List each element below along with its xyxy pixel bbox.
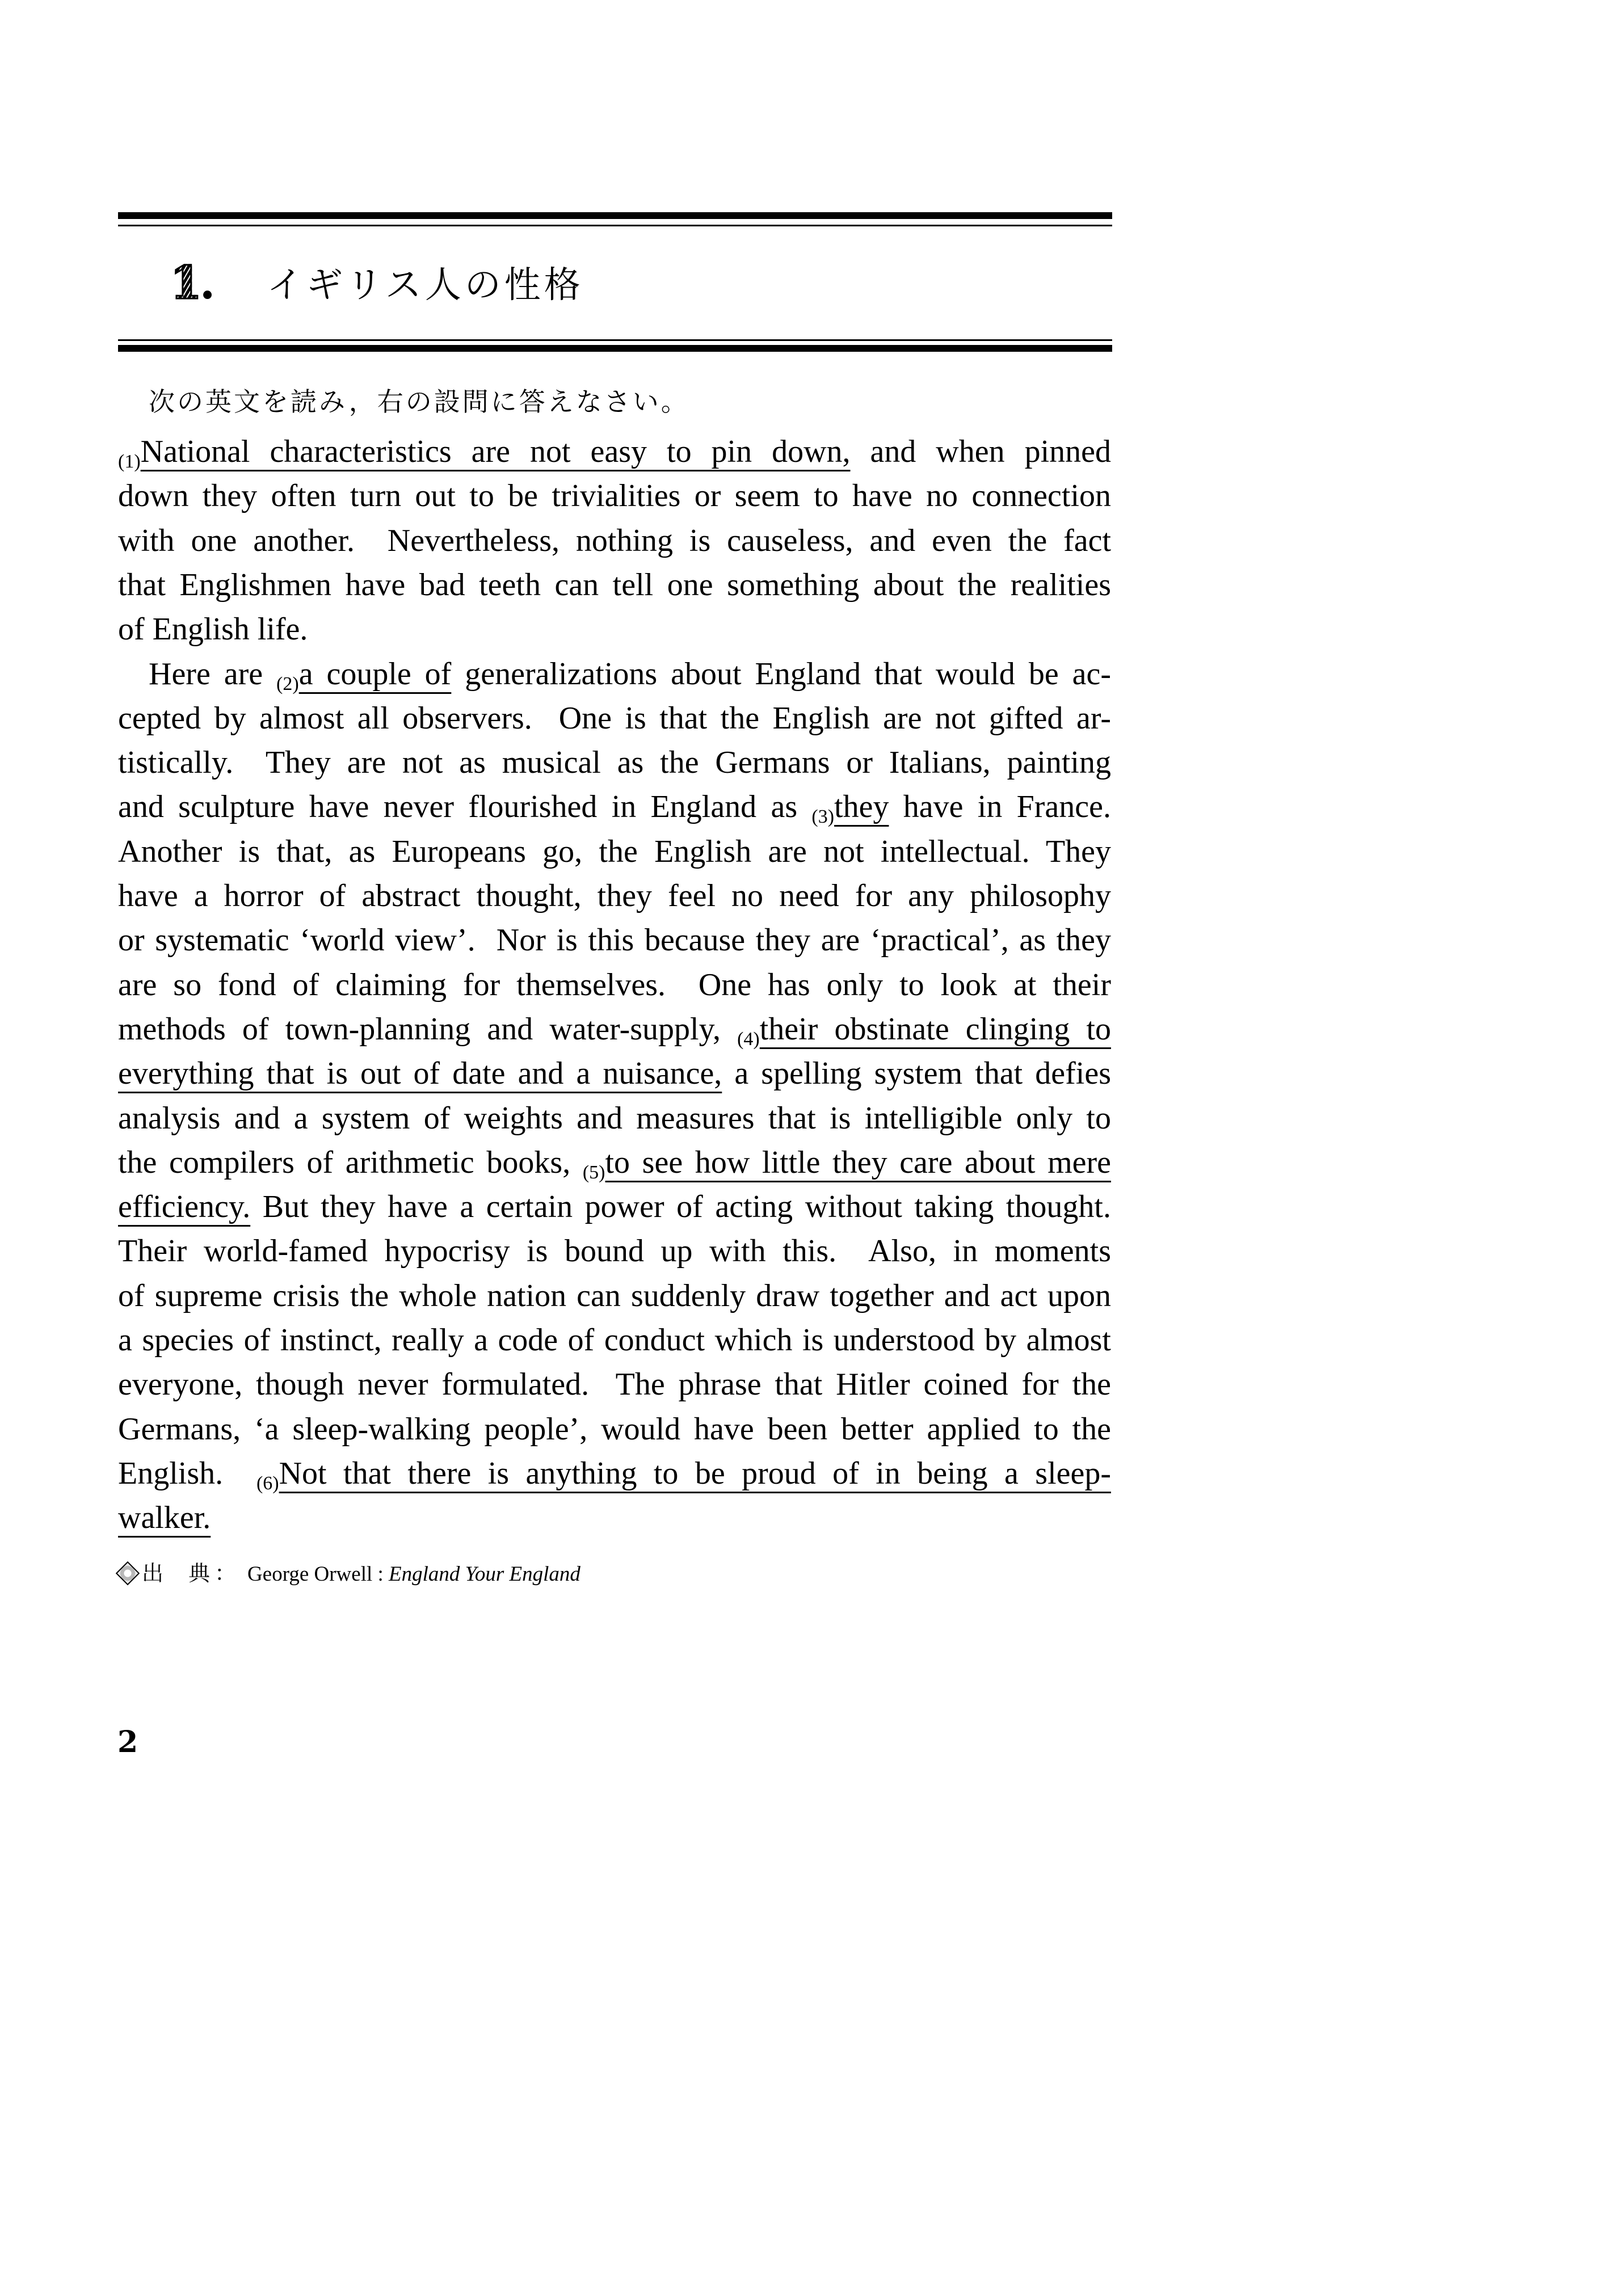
passage-text: everyone, though never formulated. The phrase that Hitler coined for the bbox=[118, 1367, 1111, 1403]
passage-text: Here are bbox=[149, 656, 277, 692]
underlined-passage: a couple of bbox=[298, 656, 452, 692]
passage-text: are so fond of claiming for themselves. One has only to look at their bbox=[118, 967, 1111, 1003]
underlined-passage: Not that there is anything to be proud of in being a sleep- bbox=[279, 1455, 1112, 1491]
instruction-text: 次の英文を読み，右の設問に答えなさい。 bbox=[149, 386, 689, 417]
passage-line bbox=[118, 1185, 1111, 1229]
passage-text: English. bbox=[118, 1455, 256, 1491]
passage-text: a species of instinct, really a code of conduct which is understood by almost bbox=[118, 1323, 1111, 1358]
passage-line bbox=[118, 607, 1111, 651]
source-work-title: England Your England bbox=[389, 1563, 580, 1586]
passage-line bbox=[118, 785, 1111, 829]
passage-text: But they have a certain power of acting without taking thought. bbox=[250, 1189, 1111, 1225]
chapter-number-suffix: . bbox=[199, 256, 213, 309]
passage-line bbox=[118, 1274, 1111, 1318]
source-colon: ： bbox=[214, 1561, 237, 1586]
page-number: 2 bbox=[117, 1725, 138, 1759]
passage-text: cepted by almost all observers. One is that the English are not gifted ar- bbox=[118, 700, 1111, 736]
header-rule-thin-top bbox=[118, 225, 1112, 226]
passage-text: analysis and a system of weights and measures that is intelligible only to bbox=[118, 1100, 1111, 1136]
passage-line bbox=[118, 1229, 1111, 1273]
passage-text: and sculpture have never flourished in England as bbox=[118, 789, 812, 825]
passage-line bbox=[118, 474, 1111, 518]
passage-text: or systematic ‘world view’. Nor is this because they are ‘practical’, as they bbox=[118, 923, 1111, 958]
underlined-passage: walker. bbox=[118, 1500, 211, 1536]
passage-text: Another is that, as Europeans go, the English are not intellectual. They bbox=[118, 833, 1111, 869]
source-author: George Orwell : bbox=[247, 1563, 389, 1586]
question-marker: (2) bbox=[276, 673, 299, 694]
passage-text: the compilers of arithmetic books, bbox=[118, 1144, 583, 1180]
passage-text: Their world-famed hypocrisy is bound up with this. Also, in moments bbox=[118, 1233, 1111, 1269]
header-rule-thick-bottom bbox=[118, 345, 1112, 352]
underlined-passage: to see how little they care about mere bbox=[605, 1144, 1112, 1180]
passage-line bbox=[118, 429, 1111, 474]
source-label bbox=[142, 1561, 210, 1586]
source-citation bbox=[115, 1559, 580, 1589]
passage-line bbox=[118, 740, 1111, 785]
passage-text: that Englishmen have bad teeth can tell one something about the realities bbox=[118, 567, 1111, 603]
passage-text: have in France. bbox=[889, 789, 1111, 825]
passage-text: generalizations about England that would be ac- bbox=[451, 656, 1112, 692]
passage-line bbox=[118, 563, 1111, 607]
passage-line bbox=[118, 1051, 1111, 1096]
passage-line bbox=[118, 829, 1111, 874]
passage-text: a spelling system that defies bbox=[722, 1056, 1111, 1092]
underlined-passage: National characteristics are not easy to pin down, bbox=[140, 434, 851, 469]
question-marker: (6) bbox=[256, 1472, 279, 1494]
chapter-number-digit: 1 bbox=[170, 256, 200, 309]
header-rule-thick-top bbox=[118, 212, 1112, 219]
passage-text: have a horror of abstract thought, they feel no need for any philosophy bbox=[118, 878, 1111, 913]
question-marker: (4) bbox=[737, 1028, 760, 1050]
header-rule-thin-bottom bbox=[118, 339, 1112, 341]
passage-line bbox=[118, 1318, 1111, 1362]
passage-line bbox=[118, 1007, 1111, 1051]
passage-text: with one another. Nevertheless, nothing is causeless, and even the fact bbox=[118, 523, 1111, 558]
passage-line bbox=[118, 1407, 1111, 1451]
chapter-number bbox=[170, 254, 213, 311]
underlined-passage: their obstinate clinging to bbox=[759, 1011, 1111, 1047]
passage-line bbox=[118, 652, 1111, 696]
passage-text: tistically. They are not as musical as the Germans or Italians, painting bbox=[118, 745, 1111, 781]
passage-text: down they often turn out to be trivialities or seem to have no connection bbox=[118, 478, 1111, 514]
passage-text: methods of town-planning and water-supply, bbox=[118, 1011, 738, 1047]
passage-text: of English life. bbox=[118, 612, 308, 647]
source-label-char-1: 出 bbox=[142, 1561, 164, 1586]
passage-line bbox=[118, 918, 1111, 962]
source-label-char-2: 典 bbox=[188, 1561, 211, 1586]
passage-text: Germans, ‘a sleep-walking people’, would have been better applied to the bbox=[118, 1411, 1111, 1447]
passage-line bbox=[118, 519, 1111, 563]
passage-line bbox=[118, 1096, 1111, 1140]
question-marker: (3) bbox=[811, 806, 835, 828]
passage-line bbox=[118, 1140, 1111, 1185]
chapter-title: イギリス人の性格 bbox=[267, 264, 584, 306]
underlined-passage: efficiency. bbox=[118, 1189, 251, 1225]
passage-line bbox=[118, 1362, 1111, 1407]
passage-text: and when pinned bbox=[850, 434, 1111, 469]
underlined-passage: they bbox=[834, 789, 889, 825]
question-marker: (5) bbox=[582, 1161, 605, 1183]
passage-line bbox=[118, 696, 1111, 740]
passage-line bbox=[118, 1451, 1111, 1496]
underlined-passage: everything that is out of date and a nuisance, bbox=[118, 1056, 722, 1092]
passage-line bbox=[118, 874, 1111, 918]
question-marker: (1) bbox=[118, 451, 141, 472]
passage-line bbox=[118, 1496, 1111, 1540]
passage-text: of supreme crisis the whole nation can suddenly draw together and act upon bbox=[118, 1278, 1111, 1313]
diamond-icon bbox=[116, 1561, 140, 1585]
passage-line bbox=[118, 963, 1111, 1007]
